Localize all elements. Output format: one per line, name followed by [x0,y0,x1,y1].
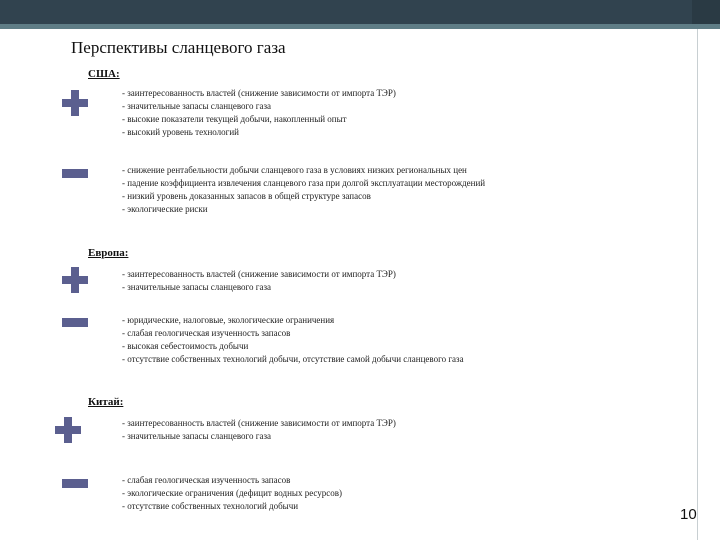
plus-icon [55,417,81,443]
slide-header-bar [0,0,720,24]
list-item: - слабая геологическая изученность запасов [122,475,291,485]
list-item: - низкий уровень доказанных запасов в общей структуре запасов [122,191,371,201]
list-item: - слабая геологическая изученность запасов [122,328,291,338]
plus-icon [62,90,88,116]
list-item: - заинтересованность властей (снижение зависимости от импорта ТЭР) [122,418,396,428]
europe-cons-list [122,314,464,366]
list-item: - экологические риски [122,204,208,214]
list-item: - заинтересованность властей (снижение зависимости от импорта ТЭР) [122,269,396,279]
list-item: - отсутствие собственных технологий добычи, отсутствие самой добычи сланцевого газа [122,354,464,364]
list-item: - заинтересованность властей (снижение зависимости от импорта ТЭР) [122,88,396,98]
list-item: - падение коэффициента извлечения сланцевого газа при долгой эксплуатации месторождений [122,178,486,188]
usa-pros-list [122,87,396,139]
plus-icon [62,267,88,293]
list-item: - значительные запасы сланцевого газа [122,431,272,441]
list-item: - отсутствие собственных технологий добычи [122,501,299,511]
list-item: - снижение рентабельности добычи сланцевого газа в условиях низких региональных цен [122,165,467,175]
right-border-line [697,29,698,540]
header-accent-stripe [0,24,720,29]
usa-cons-list [122,164,485,216]
slide-title: Перспективы сланцевого газа [71,38,286,57]
minus-icon [62,479,88,488]
page-number: 10 [680,506,697,523]
list-item: - значительные запасы сланцевого газа [122,282,272,292]
list-item: - экологические ограничения (дефицит водных ресурсов) [122,488,343,498]
minus-icon [62,169,88,178]
region-heading-china: Китай: [88,396,124,408]
list-item: - юридические, налоговые, экологические ограничения [122,315,335,325]
china-cons-list [122,474,342,513]
region-heading-europe: Европа: [88,247,129,259]
list-item: - высокие показатели текущей добычи, накопленный опыт [122,114,347,124]
europe-pros-list [122,268,396,294]
list-item: - высокий уровень технологий [122,127,239,137]
header-corner-block [692,0,720,24]
region-heading-usa: США: [88,68,120,80]
minus-icon [62,318,88,327]
list-item: - значительные запасы сланцевого газа [122,101,272,111]
china-pros-list [122,417,396,443]
list-item: - высокая себестоимость добычи [122,341,249,351]
